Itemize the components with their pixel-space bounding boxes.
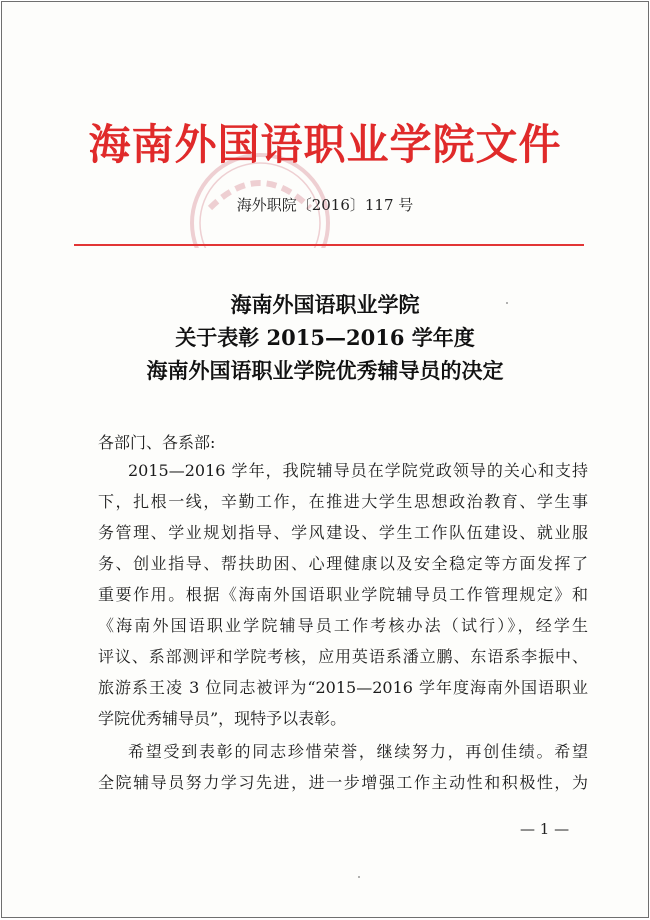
title-line-3: 海南外国语职业学院优秀辅导员的决定 xyxy=(146,358,504,383)
title-line-1: 海南外国语职业学院 xyxy=(230,292,420,317)
body-line: 希望受到表彰的同志珍惜荣誉，继续努力，再创佳绩。希望 xyxy=(128,742,588,761)
body-line: 评议、系部测评和学院考核，应用英语系潘立鹏、东语系李振中、 xyxy=(98,647,588,666)
document-page xyxy=(1,1,649,918)
salutation: 各部门、各系部: xyxy=(98,433,216,452)
body-line: 旅游系王凌 3 位同志被评为“2015—2016 学年度海南外国语职业 xyxy=(98,678,588,697)
scan-speck xyxy=(358,876,360,878)
page-number: — 1 — xyxy=(520,820,570,838)
header-divider xyxy=(74,244,584,246)
scan-speck xyxy=(506,302,508,304)
body-line: 重要作用。根据《海南外国语职业学院辅导员工作管理规定》和 xyxy=(98,585,588,604)
document-header-title: 海南外国语职业学院文件 xyxy=(88,120,562,169)
body-line: 学院优秀辅导员”，现特予以表彰。 xyxy=(98,709,347,728)
title-line-2: 关于表彰 2015—2016 学年度 xyxy=(175,325,475,350)
body-line: 下，扎根一线，辛勤工作，在推进大学生思想政治教育、学生事 xyxy=(98,492,588,511)
body-line: 务管理、学业规划指导、学风建设、学生工作队伍建设、就业服 xyxy=(98,523,588,542)
document-number: 海外职院〔2016〕117 号 xyxy=(236,196,414,214)
body-line: 全院辅导员努力学习先进，进一步增强工作主动性和积极性，为 xyxy=(98,773,588,792)
body-line: 2015—2016 学年，我院辅导员在学院党政领导的关心和支持 xyxy=(128,461,588,480)
body-line: 《海南外国语职业学院辅导员工作考核办法（试行）》，经学生 xyxy=(98,616,588,635)
body-line: 务、创业指导、帮扶助困、心理健康以及安全稳定等方面发挥了 xyxy=(98,554,588,573)
